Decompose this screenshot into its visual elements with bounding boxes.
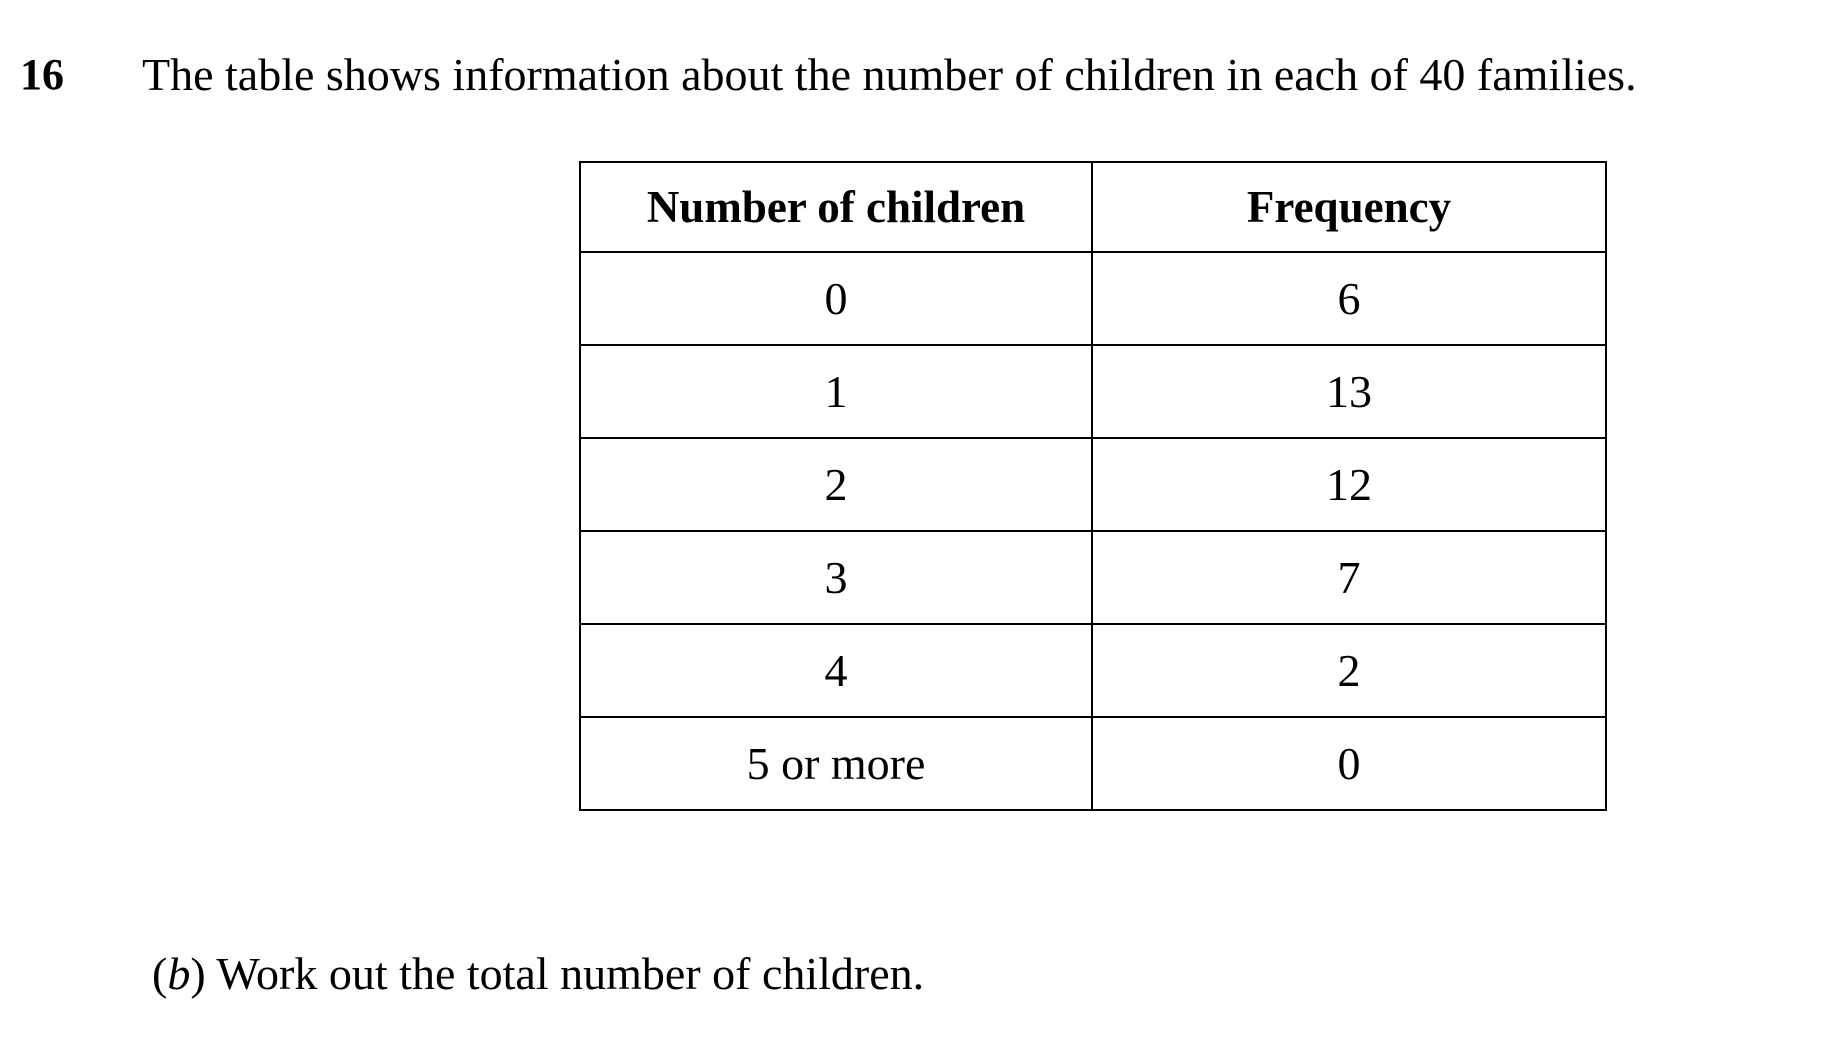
- table-header-row: [580, 162, 1606, 252]
- table-row: [580, 345, 1606, 438]
- frequency-cell: 7: [1092, 531, 1606, 624]
- frequency-table: [579, 161, 1607, 811]
- part-b-question: [152, 944, 924, 1004]
- frequency-cell: 12: [1092, 438, 1606, 531]
- question-text: The table shows information about the number of children in each of 40 families.: [142, 49, 1637, 100]
- children-cell: 2: [580, 438, 1092, 531]
- part-b-close-paren: ): [190, 948, 206, 999]
- part-b-letter: b: [167, 948, 191, 999]
- part-b-open-paren: (: [152, 948, 168, 999]
- frequency-cell: 2: [1092, 624, 1606, 717]
- table-row: [580, 531, 1606, 624]
- part-b-text: Work out the total number of children.: [216, 948, 925, 999]
- children-cell: 0: [580, 252, 1092, 345]
- children-cell: 5 or more: [580, 717, 1092, 810]
- frequency-cell: 6: [1092, 252, 1606, 345]
- children-cell: 4: [580, 624, 1092, 717]
- table-row: [580, 438, 1606, 531]
- frequency-cell: 0: [1092, 717, 1606, 810]
- children-cell: 3: [580, 531, 1092, 624]
- header-frequency: Frequency: [1092, 162, 1606, 252]
- frequency-cell: 13: [1092, 345, 1606, 438]
- table-row: [580, 624, 1606, 717]
- children-cell: 1: [580, 345, 1092, 438]
- header-number-of-children: Number of children: [580, 162, 1092, 252]
- question-number: 16: [20, 50, 64, 99]
- table-row: [580, 717, 1606, 810]
- table-row: [580, 252, 1606, 345]
- part-b-label: [152, 948, 206, 999]
